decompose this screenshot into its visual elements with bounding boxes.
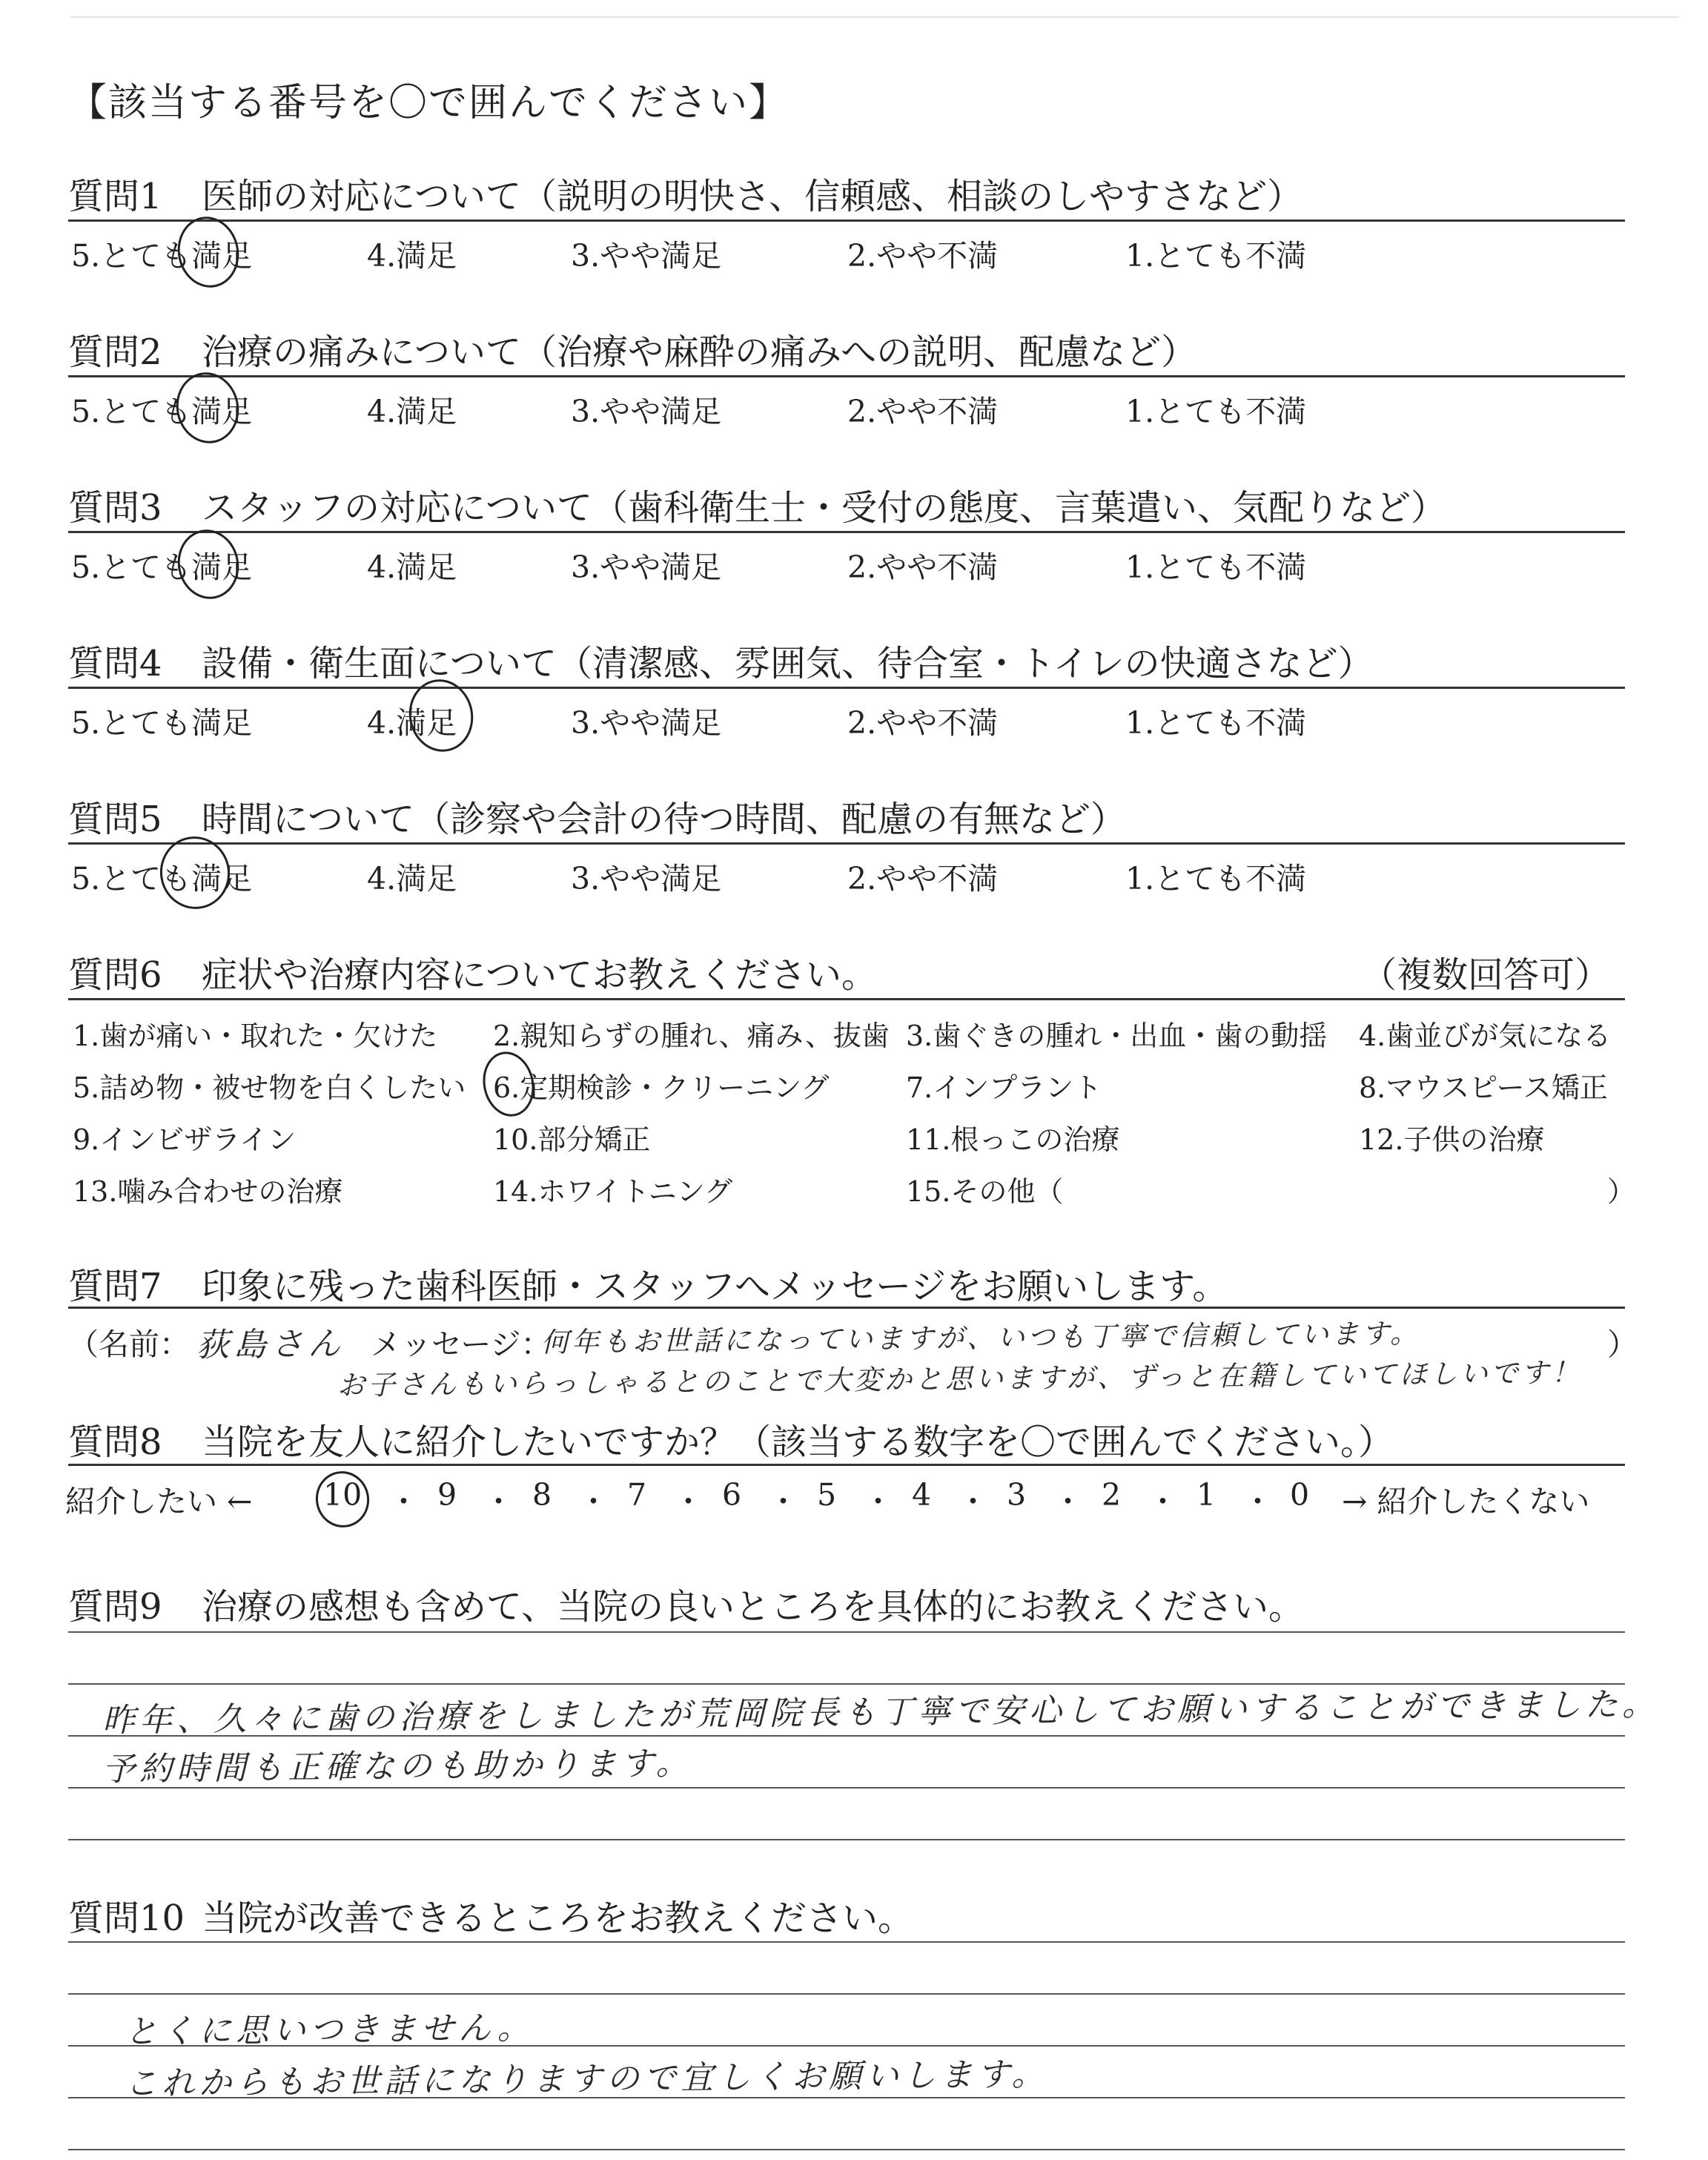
question-label: 質問9 bbox=[68, 1586, 162, 1628]
question-label: 質問7 bbox=[68, 1266, 162, 1307]
symptom-option[interactable]: 9.インビザライン bbox=[73, 1123, 297, 1156]
symptom-option[interactable]: 2.親知らずの腫れ、痛み、抜歯 bbox=[493, 1020, 890, 1052]
not-recommend-label: → 紹介したくない bbox=[1342, 1484, 1590, 1519]
answer-line bbox=[68, 2149, 1625, 2150]
symptom-option[interactable]: 1.歯が痛い・取れた・欠けた bbox=[73, 1020, 438, 1052]
question-title: スタッフの対応について（歯科衛生士・受付の態度、言葉遣い、気配りなど） bbox=[202, 487, 1447, 529]
symptom-option[interactable]: 13.噛み合わせの治療 bbox=[73, 1175, 343, 1208]
question-title: 設備・衛生面について（清潔感、雰囲気、待合室・トイレの快適さなど） bbox=[202, 643, 1374, 684]
scale-number[interactable]: 2 bbox=[1102, 1477, 1122, 1513]
symptom-option[interactable]: 14.ホワイトニング bbox=[493, 1175, 733, 1208]
question-rule bbox=[68, 1307, 1625, 1309]
option-satisfied[interactable]: 4.満足 bbox=[367, 394, 457, 429]
option-very-satisfied[interactable]: 5.とても満足 bbox=[71, 705, 253, 741]
option-somewhat-satisfied[interactable]: 3.やや満足 bbox=[571, 705, 722, 741]
scale-number[interactable]: 6 bbox=[722, 1477, 742, 1513]
question-rule bbox=[68, 375, 1625, 377]
symptom-option[interactable]: 3.歯ぐきの腫れ・出血・歯の動揺 bbox=[906, 1020, 1328, 1052]
symptom-option[interactable]: 8.マウスピース矯正 bbox=[1359, 1071, 1608, 1104]
question-rule bbox=[68, 1464, 1625, 1466]
handwritten-circle-mark bbox=[171, 211, 245, 294]
symptom-option[interactable]: 10.部分矯正 bbox=[493, 1123, 651, 1156]
option-very-satisfied[interactable]: 5.とても満足 bbox=[71, 238, 253, 274]
question-rule bbox=[68, 998, 1625, 1000]
scale-separator: ・ bbox=[483, 1484, 514, 1519]
option-satisfied[interactable]: 4.満足 bbox=[367, 705, 457, 741]
symptom-option[interactable]: 11.根っこの治療 bbox=[906, 1123, 1120, 1156]
option-satisfied[interactable]: 4.満足 bbox=[367, 861, 457, 896]
handwritten-message-line: お子さんもいらっしゃるとのことで大変かと思いますが、ずっと在籍していてほしいです！ bbox=[337, 1356, 1582, 1401]
scale-separator: ・ bbox=[673, 1484, 704, 1519]
symptom-option[interactable]: 15.その他（ bbox=[906, 1175, 1064, 1208]
scale-number[interactable]: 1 bbox=[1196, 1477, 1217, 1513]
option-somewhat-dissatisfied[interactable]: 2.やや不満 bbox=[847, 549, 999, 585]
question-title: 当院を友人に紹介したいですか？（該当する数字を〇で囲んでください。） bbox=[202, 1421, 1394, 1463]
scale-number[interactable]: 0 bbox=[1290, 1477, 1310, 1513]
answer-line bbox=[68, 1839, 1625, 1840]
message-close-paren: ） bbox=[1607, 1327, 1638, 1362]
form-heading: 【該当する番号を〇で囲んでください】 bbox=[68, 81, 790, 125]
scale-number[interactable]: 5 bbox=[817, 1477, 837, 1513]
handwritten-circle-mark bbox=[311, 1466, 374, 1532]
other-close-paren: ） bbox=[1607, 1175, 1636, 1208]
symptom-option[interactable]: 7.インプラント bbox=[906, 1071, 1102, 1104]
option-somewhat-dissatisfied[interactable]: 2.やや不満 bbox=[847, 705, 999, 741]
scale-number[interactable]: 9 bbox=[437, 1477, 457, 1513]
scale-number[interactable]: 3 bbox=[1007, 1477, 1027, 1513]
option-very-dissatisfied[interactable]: 1.とても不満 bbox=[1125, 394, 1307, 429]
option-very-dissatisfied[interactable]: 1.とても不満 bbox=[1125, 549, 1307, 585]
page-top-edge bbox=[70, 16, 1679, 18]
symptom-option[interactable]: 12.子供の治療 bbox=[1359, 1123, 1545, 1156]
scale-separator: ・ bbox=[1148, 1484, 1178, 1519]
handwritten-answer-line: これからもお世話になりますので宜しくお願いします。 bbox=[124, 2055, 1049, 2103]
question-title: 治療の感想も含めて、当院の良いところを具体的にお教えください。 bbox=[202, 1586, 1305, 1628]
question-label: 質問10 bbox=[68, 1898, 185, 1939]
question-title: 症状や治療内容についてお教えください。 bbox=[202, 954, 878, 996]
scale-separator: ・ bbox=[1053, 1484, 1083, 1519]
question-rule bbox=[68, 531, 1625, 533]
option-very-dissatisfied[interactable]: 1.とても不満 bbox=[1125, 238, 1307, 274]
handwritten-circle-mark bbox=[477, 1047, 540, 1121]
scale-separator: ・ bbox=[958, 1484, 988, 1519]
option-very-dissatisfied[interactable]: 1.とても不満 bbox=[1125, 705, 1307, 741]
multiple-answer-note: （複数回答可） bbox=[1361, 954, 1611, 996]
scale-number[interactable]: 7 bbox=[627, 1477, 647, 1513]
question-rule bbox=[68, 687, 1625, 689]
question-rule bbox=[68, 842, 1625, 845]
question-label: 質問1 bbox=[68, 176, 162, 217]
scale-separator: ・ bbox=[1242, 1484, 1273, 1519]
question-title: 時間について（診察や会計の待つ時間、配慮の有無など） bbox=[202, 799, 1127, 840]
symptom-option[interactable]: 5.詰め物・被せ物を白くしたい bbox=[73, 1071, 466, 1104]
question-title: 医師の対応について（説明の明快さ、信頼感、相談のしやすさなど） bbox=[202, 176, 1303, 217]
question-title: 印象に残った歯科医師・スタッフへメッセージをお願いします。 bbox=[202, 1266, 1228, 1307]
scale-separator: ・ bbox=[863, 1484, 893, 1519]
question-label: 質問2 bbox=[68, 331, 162, 373]
handwritten-answer-line: とくに思いつきません。 bbox=[124, 2009, 534, 2051]
handwritten-name: 荻島さん bbox=[196, 1324, 345, 1364]
option-somewhat-satisfied[interactable]: 3.やや満足 bbox=[571, 861, 722, 896]
answer-line bbox=[68, 1941, 1625, 1943]
recommend-label: 紹介したい ← bbox=[65, 1484, 253, 1519]
option-very-satisfied[interactable]: 5.とても満足 bbox=[71, 549, 253, 585]
question-label: 質問6 bbox=[68, 954, 162, 996]
scale-number[interactable]: 8 bbox=[532, 1477, 552, 1513]
name-label: （名前： bbox=[68, 1327, 190, 1362]
option-satisfied[interactable]: 4.満足 bbox=[367, 549, 457, 585]
question-label: 質問3 bbox=[68, 487, 162, 529]
question-label: 質問4 bbox=[68, 643, 162, 684]
option-somewhat-satisfied[interactable]: 3.やや満足 bbox=[571, 238, 722, 274]
question-title: 治療の痛みについて（治療や麻酔の痛みへの説明、配慮など） bbox=[202, 331, 1197, 373]
handwritten-answer-line: 予約時間も正確なのも助かります。 bbox=[102, 1744, 693, 1789]
option-very-satisfied[interactable]: 5.とても満足 bbox=[71, 394, 253, 429]
scale-number[interactable]: 4 bbox=[912, 1477, 932, 1513]
question-title: 当院が改善できるところをお教えください。 bbox=[202, 1898, 914, 1939]
symptom-option[interactable]: 4.歯並びが気になる bbox=[1359, 1020, 1612, 1052]
handwritten-circle-mark bbox=[171, 524, 245, 605]
scale-number[interactable]: 10 bbox=[323, 1477, 363, 1513]
answer-line bbox=[68, 1631, 1625, 1633]
handwritten-answer-line: 昨年、久々に歯の治療をしましたが荒岡院長も丁寧で安心してお願いすることができました。 bbox=[102, 1685, 1660, 1740]
scale-separator: ・ bbox=[578, 1484, 609, 1519]
option-somewhat-satisfied[interactable]: 3.やや満足 bbox=[571, 549, 722, 585]
option-very-satisfied[interactable]: 5.とても満足 bbox=[71, 861, 253, 896]
answer-line bbox=[68, 1993, 1625, 1995]
message-label: メッセージ： bbox=[371, 1327, 552, 1362]
question-rule bbox=[68, 219, 1625, 222]
scale-separator: ・ bbox=[388, 1484, 419, 1519]
handwritten-message-line: 何年もお世話になっていますが、いつも丁寧で信頼しています。 bbox=[540, 1317, 1421, 1358]
option-somewhat-dissatisfied[interactable]: 2.やや不満 bbox=[847, 861, 999, 896]
option-somewhat-dissatisfied[interactable]: 2.やや不満 bbox=[847, 394, 999, 429]
symptom-option[interactable]: 6.定期検診・クリーニング bbox=[493, 1071, 830, 1104]
question-label: 質問5 bbox=[68, 799, 162, 840]
option-very-dissatisfied[interactable]: 1.とても不満 bbox=[1125, 861, 1307, 896]
scale-separator: ・ bbox=[768, 1484, 798, 1519]
option-somewhat-satisfied[interactable]: 3.やや満足 bbox=[571, 394, 722, 429]
handwritten-circle-mark bbox=[170, 366, 245, 449]
question-label: 質問8 bbox=[68, 1421, 162, 1463]
option-somewhat-dissatisfied[interactable]: 2.やや不満 bbox=[847, 238, 999, 274]
option-satisfied[interactable]: 4.満足 bbox=[367, 238, 457, 274]
